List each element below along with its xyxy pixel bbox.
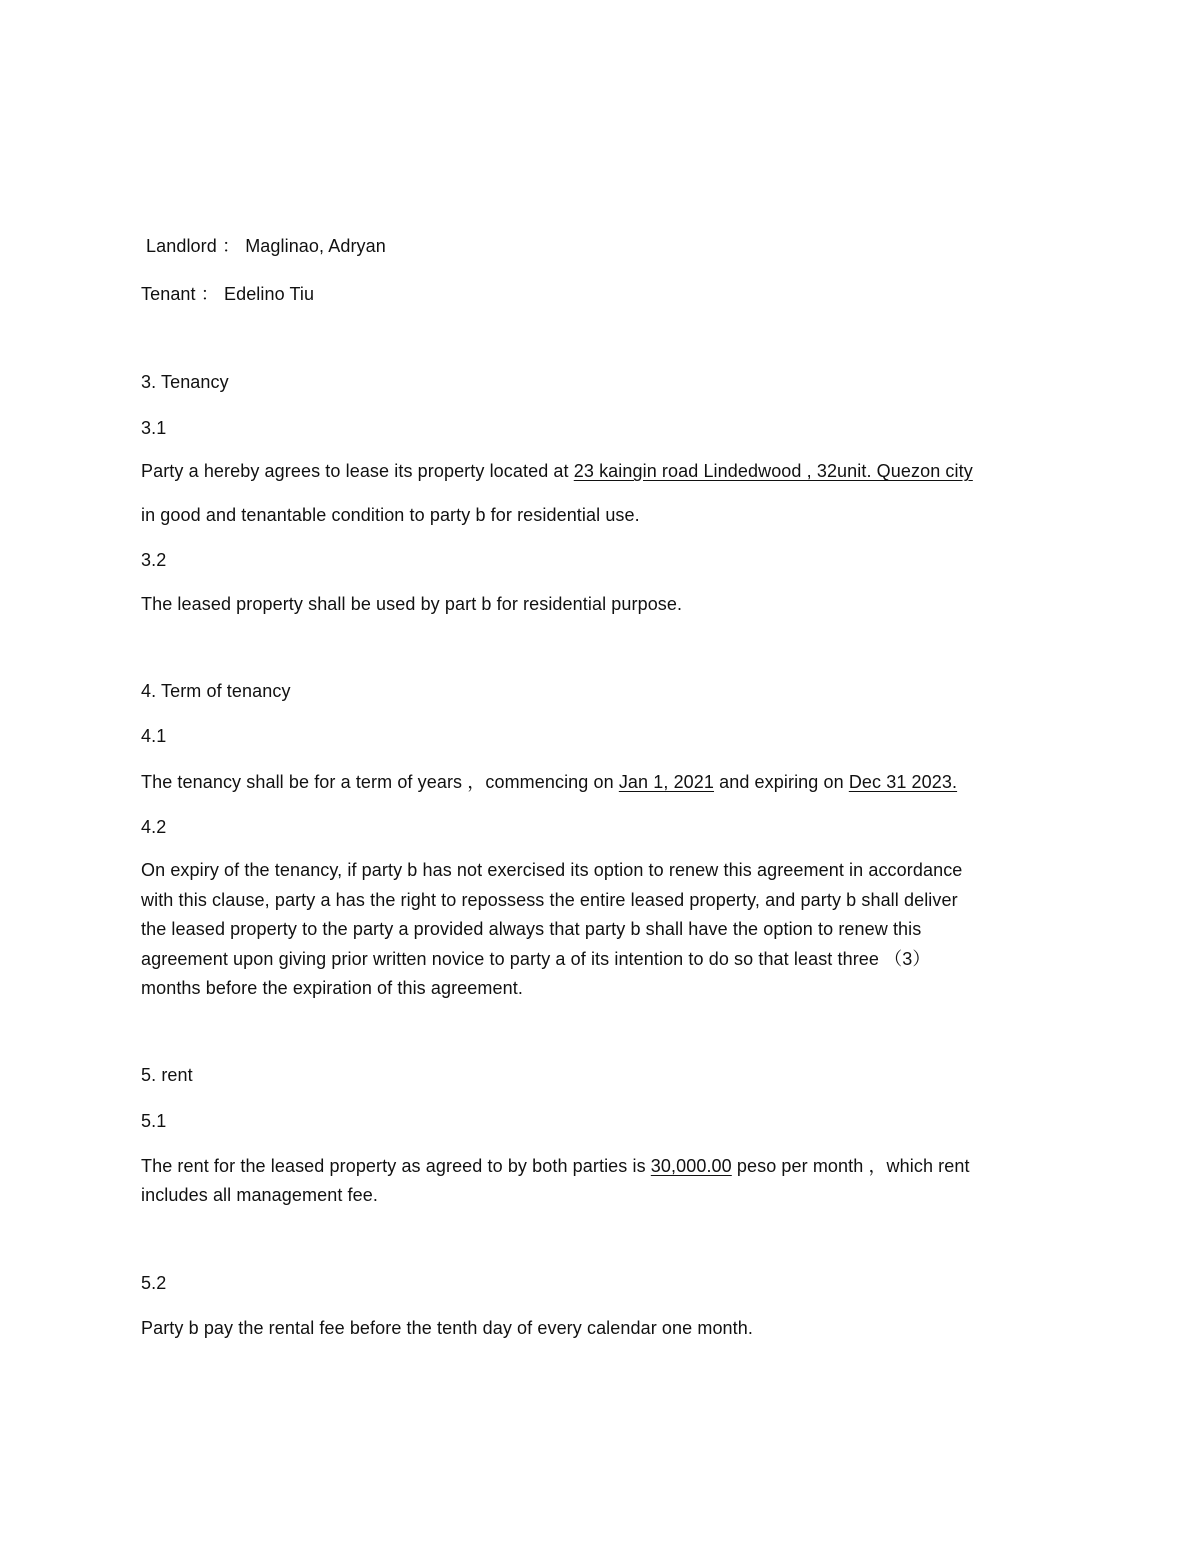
- landlord-separator: ：: [221, 236, 241, 256]
- tenant-separator: ：: [200, 284, 219, 304]
- end-date: Dec 31 2023.: [848, 772, 958, 792]
- clause-3-1-text: Party a hereby agrees to lease its property located at: [141, 461, 574, 481]
- clause-4-2-line: the leased property to the party a provided always that party b shall have the option to renew this: [141, 919, 922, 939]
- clause-4-1-number: 4.1: [141, 726, 167, 746]
- property-address: 23 kaingin road Lindedwood , 32unit. Quezon city: [573, 461, 973, 481]
- start-date: Jan 1, 2021: [618, 772, 715, 792]
- clause-4-1-text-a: The tenancy shall be for a term of years ，commencing on: [141, 772, 619, 792]
- clause-5-1-number: 5.1: [141, 1111, 167, 1131]
- clause-4-2-paragraph: [141, 856, 1061, 1004]
- clause-3-2-text: The leased property shall be used by part b for residential purpose.: [141, 594, 683, 614]
- tenant-name: Edelino Tiu: [223, 284, 315, 304]
- clause-3-2-number: 3.2: [141, 550, 167, 570]
- rent-amount: 30,000.00: [650, 1156, 732, 1176]
- clause-5-2-text: Party b pay the rental fee before the tenth day of every calendar one month.: [141, 1318, 753, 1338]
- clause-3-1-text-line1: [141, 461, 973, 481]
- section-3-heading: 3. Tenancy: [141, 372, 229, 392]
- clause-4-1-text: [141, 772, 957, 792]
- clause-4-2-line: with this clause, party a has the right to repossess the entire leased property, and party b shall deliver: [141, 889, 958, 910]
- clause-5-1-text-line2: includes all management fee.: [141, 1185, 378, 1205]
- section-4-heading: 4. Term of tenancy: [141, 681, 291, 701]
- landlord-label: Landlord: [146, 236, 217, 256]
- clause-5-1-text-line1: [141, 1156, 970, 1176]
- clause-4-2-line: months before the expiration of this agreement.: [141, 978, 523, 998]
- tenant-line: [141, 284, 314, 304]
- clause-3-1-text-line2: in good and tenantable condition to party b for residential use.: [141, 505, 640, 525]
- section-5-heading: 5. rent: [141, 1065, 193, 1085]
- clause-4-1-text-b: and expiring on: [714, 772, 849, 792]
- clause-5-2-number: 5.2: [141, 1273, 167, 1293]
- clause-4-2-line: agreement upon giving prior written novice to party a of its intention to do so that least three （3）: [141, 948, 931, 969]
- clause-3-1-number: 3.1: [141, 418, 167, 438]
- clause-5-1-text-a: The rent for the leased property as agreed to by both parties is: [141, 1156, 651, 1176]
- clause-4-2-line: On expiry of the tenancy, if party b has not exercised its option to renew this agreement in accordance: [141, 860, 963, 880]
- landlord-line: [146, 236, 386, 256]
- clause-5-1-text-b: peso per month ，which rent: [731, 1156, 970, 1176]
- clause-4-2-number: 4.2: [141, 817, 167, 837]
- tenant-label: Tenant: [141, 284, 196, 304]
- landlord-name: Maglinao, Adryan: [245, 236, 386, 256]
